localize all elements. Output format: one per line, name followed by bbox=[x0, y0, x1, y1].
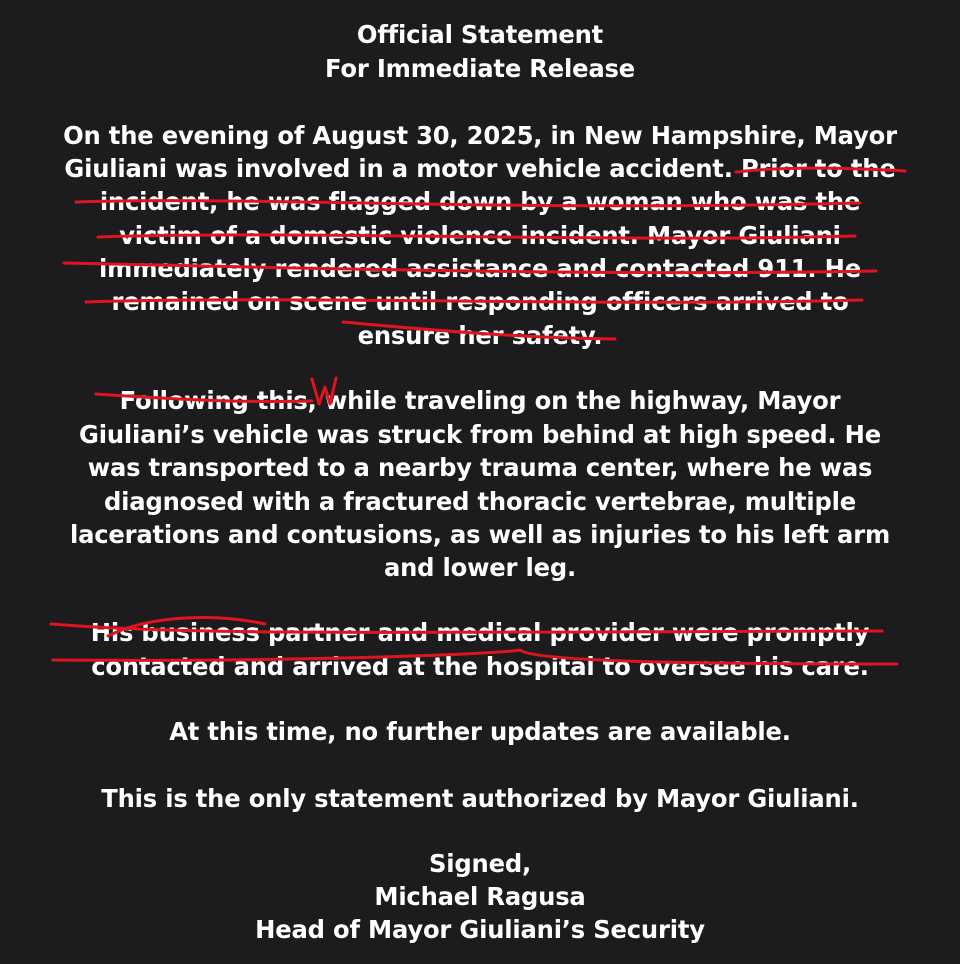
authorization-line: This is the only statement authorized by Mayor Giuliani. bbox=[101, 784, 859, 813]
paragraph1-line: Giuliani was involved in a motor vehicle accident. Prior to the bbox=[64, 154, 896, 183]
paragraph1-line: ensure her safety. bbox=[357, 321, 603, 350]
paragraph1-line: victim of a domestic violence incident. Mayor Giuliani bbox=[119, 221, 841, 250]
statement-title: Official Statement bbox=[356, 20, 604, 49]
paragraph2-line: lacerations and contusions, as well as injuries to his left arm bbox=[69, 520, 891, 549]
signer-role: Head of Mayor Giuliani’s Security bbox=[255, 915, 705, 944]
paragraph2-line: was transported to a nearby trauma center, where he was bbox=[87, 453, 873, 482]
no-updates-line: At this time, no further updates are available. bbox=[169, 717, 791, 746]
paragraph3-line: His business partner and medical provider were promptly bbox=[90, 618, 870, 647]
paragraph3-line: contacted and arrived at the hospital to oversee his care. bbox=[91, 652, 869, 681]
paragraph2-line: Giuliani’s vehicle was struck from behind at high speed. He bbox=[79, 420, 881, 449]
paragraph2-line: and lower leg. bbox=[383, 553, 577, 582]
paragraph1-line: On the evening of August 30, 2025, in New Hampshire, Mayor bbox=[63, 121, 897, 150]
paragraph2-line: Following this, while traveling on the highway, Mayor bbox=[119, 386, 841, 415]
signed-label: Signed, bbox=[429, 849, 531, 878]
statement-subtitle: For Immediate Release bbox=[325, 54, 635, 83]
paragraph2-line: diagnosed with a fractured thoracic vertebrae, multiple bbox=[104, 487, 856, 516]
paragraph1-line: immediately rendered assistance and contacted 911. He bbox=[99, 254, 861, 283]
signer-name: Michael Ragusa bbox=[374, 882, 586, 911]
paragraph1-line: remained on scene until responding officers arrived to bbox=[111, 287, 849, 316]
paragraph1-line: incident, he was flagged down by a woman who was the bbox=[99, 187, 861, 216]
